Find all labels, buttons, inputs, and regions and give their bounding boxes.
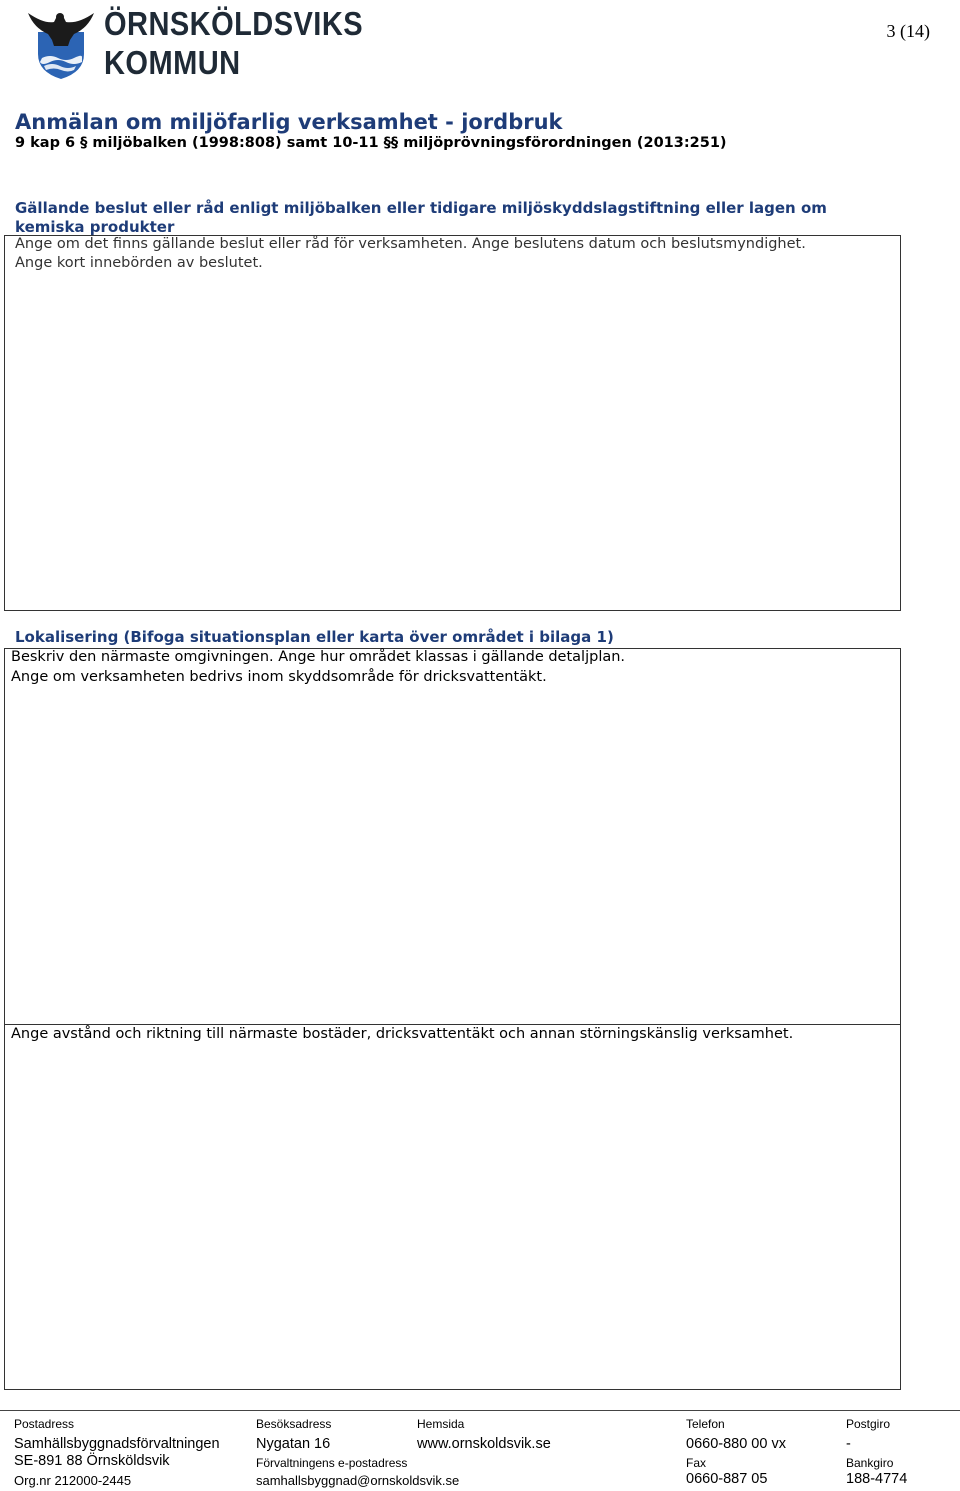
footer-fax-label: Fax (686, 1456, 707, 1470)
footer-website-link[interactable]: www.ornskoldsvik.se (417, 1436, 551, 1452)
footer-bankgiro-label: Bankgiro (846, 1456, 894, 1470)
logo-wordmark-line1: ÖRNSKÖLDSVIKS (104, 5, 364, 42)
decisions-instruction-2: Ange kort innebörden av beslutet. (15, 255, 263, 271)
footer-bankgiro-value: 188-4774 (846, 1471, 908, 1487)
municipality-coat-of-arms-icon (28, 10, 94, 80)
section-heading-location: Lokalisering (Bifoga situationsplan eller karta över området i bilaga 1) (15, 628, 614, 646)
footer-visit-label: Besöksadress (256, 1417, 332, 1431)
document-subtitle: 9 kap 6 § miljöbalken (1998:808) samt 10-11 §§ miljöprövningsförordningen (2013:251) (15, 135, 727, 151)
footer-email-label: Förvaltningens e-postadress (256, 1456, 408, 1470)
footer-org-number: Org.nr 212000-2445 (14, 1473, 132, 1488)
footer-divider (0, 1410, 960, 1411)
location-instruction-2: Ange om verksamheten bedrivs inom skyddsområde för dricksvattentäkt. (11, 669, 547, 685)
footer-phone-value: 0660-880 00 vx (686, 1436, 786, 1452)
footer-postal-label: Postadress (14, 1417, 75, 1431)
document-title: Anmälan om miljöfarlig verksamhet - jordbruk (15, 110, 563, 134)
footer-postal-city: SE-891 88 Örnsköldsvik (14, 1453, 170, 1469)
footer-fax-value: 0660-887 05 (686, 1471, 768, 1487)
page-number: 3 (14) (886, 21, 930, 41)
logo-wordmark-line2: KOMMUN (104, 44, 241, 81)
decisions-text-field[interactable] (4, 235, 901, 611)
footer-website-label: Hemsida (417, 1417, 465, 1431)
decisions-instruction-1: Ange om det finns gällande beslut eller råd för verksamheten. Ange beslutens datum och beslutsmyndighet. (15, 236, 806, 252)
footer-postgiro-value: - (846, 1436, 851, 1452)
location-text-field[interactable] (4, 648, 901, 1025)
footer-email-link[interactable]: samhallsbyggnad@ornskoldsvik.se (256, 1473, 460, 1488)
footer-postgiro-label: Postgiro (846, 1417, 891, 1431)
distance-text-field[interactable] (4, 1024, 901, 1390)
footer-visit-value: Nygatan 16 (256, 1436, 331, 1452)
footer-postal-value: Samhällsbyggnadsförvaltningen (14, 1436, 220, 1452)
location-instruction-1: Beskriv den närmaste omgivningen. Ange hur området klassas i gällande detaljplan. (11, 649, 626, 665)
section-heading-decisions: Gällande beslut eller råd enligt miljöbalken eller tidigare miljöskyddslagstiftning eller lagen om kemiska produkter (15, 199, 827, 236)
distance-instruction: Ange avstånd och riktning till närmaste bostäder, dricksvattentäkt och annan störningskänslig verksamhet. (11, 1026, 794, 1042)
footer-phone-label: Telefon (686, 1417, 725, 1431)
